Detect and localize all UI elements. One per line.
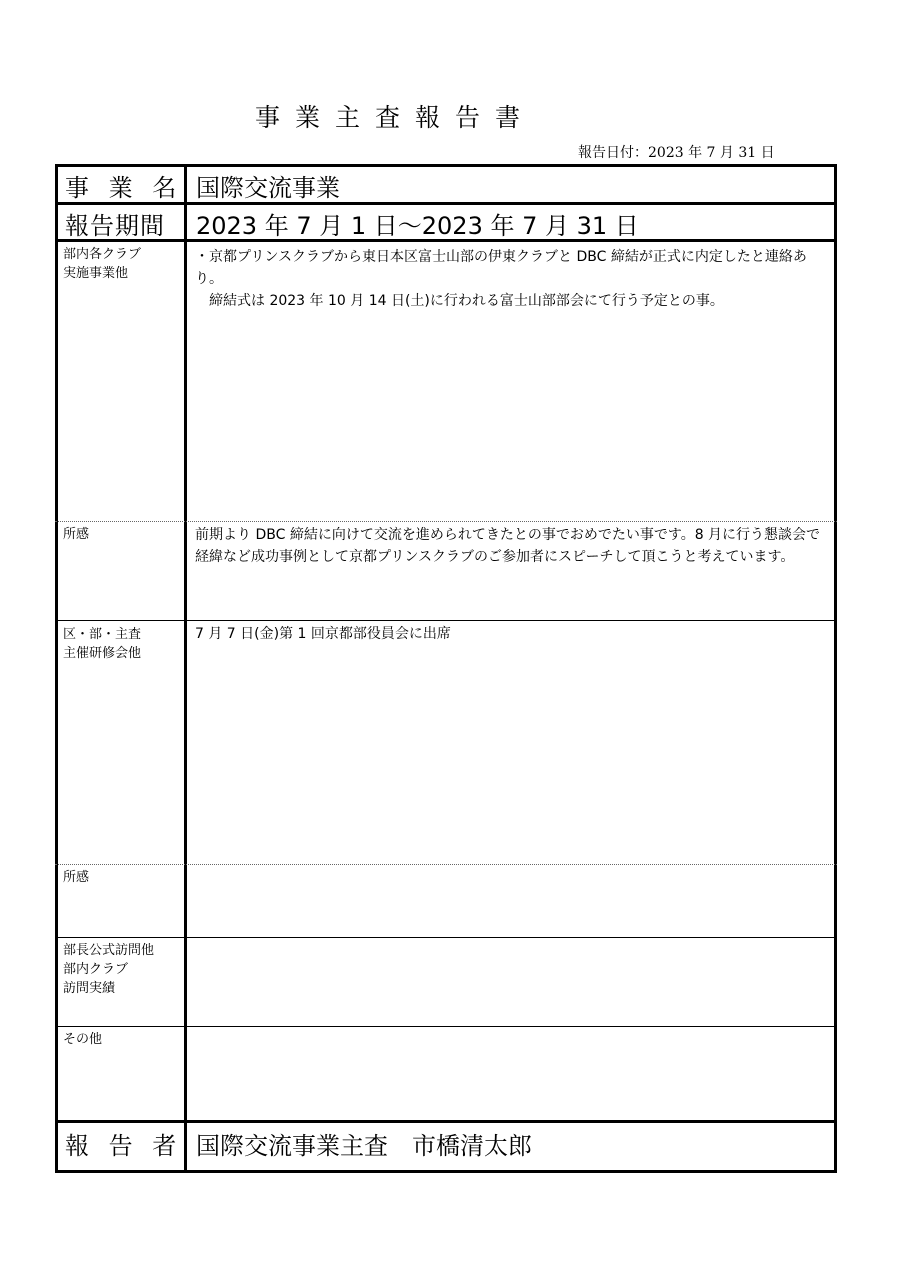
club-activities-text: ・京都プリンスクラブから東日本区富士山部の伊東クラブと DBC 締結が正式に内定したと連絡あり。 締結式は 2023 年 10 月 14 日(土)に行われる富士山部部会にて行う予定との事。 [195, 249, 807, 309]
report-table [55, 164, 837, 1173]
row-divider-dotted [55, 864, 837, 865]
official-visits-label: 部長公式訪問他 部内クラブ 訪問実績 [63, 943, 155, 996]
document-title: 事業主査報告書 [254, 103, 535, 132]
row-divider-dotted [55, 521, 837, 522]
period-label: 報告期間 [65, 212, 165, 240]
district-events-text: 7 月 7 日(金)第 1 回京都部役員会に出席 [195, 626, 451, 642]
reporter-value: 国際交流事業主査 市橋清太郎 [196, 1132, 532, 1160]
row-divider-reporter [55, 1120, 837, 1123]
district-events-label: 区・部・主査 主催研修会他 [63, 627, 142, 661]
period-value: 2023 年 7 月 1 日〜2023 年 7 月 31 日 [196, 212, 639, 240]
row-divider [55, 1026, 837, 1027]
project-value: 国際交流事業 [196, 174, 340, 202]
impression-2-label: 所感 [63, 870, 90, 885]
other-label: その他 [63, 1032, 103, 1047]
report-date: 報告日付：2023 年 7 月 31 日 [578, 145, 775, 161]
column-divider [184, 164, 187, 1173]
reporter-label: 報 告 者 [65, 1132, 183, 1160]
impression-1-text: 前期より DBC 締結に向けて交流を進められてきたとの事でおめでたい事です。8 月に行う懇談会で経緯など成功事例として京都プリンスクラブのご参加者にスピーチして頂こうと考えています。 [195, 527, 821, 565]
impression-1-label: 所感 [63, 527, 90, 542]
club-activities-label: 部内各クラブ 実施事業他 [63, 247, 142, 281]
row-divider [55, 937, 837, 938]
project-label: 事 業 名 [65, 174, 183, 202]
row-divider [55, 620, 837, 621]
